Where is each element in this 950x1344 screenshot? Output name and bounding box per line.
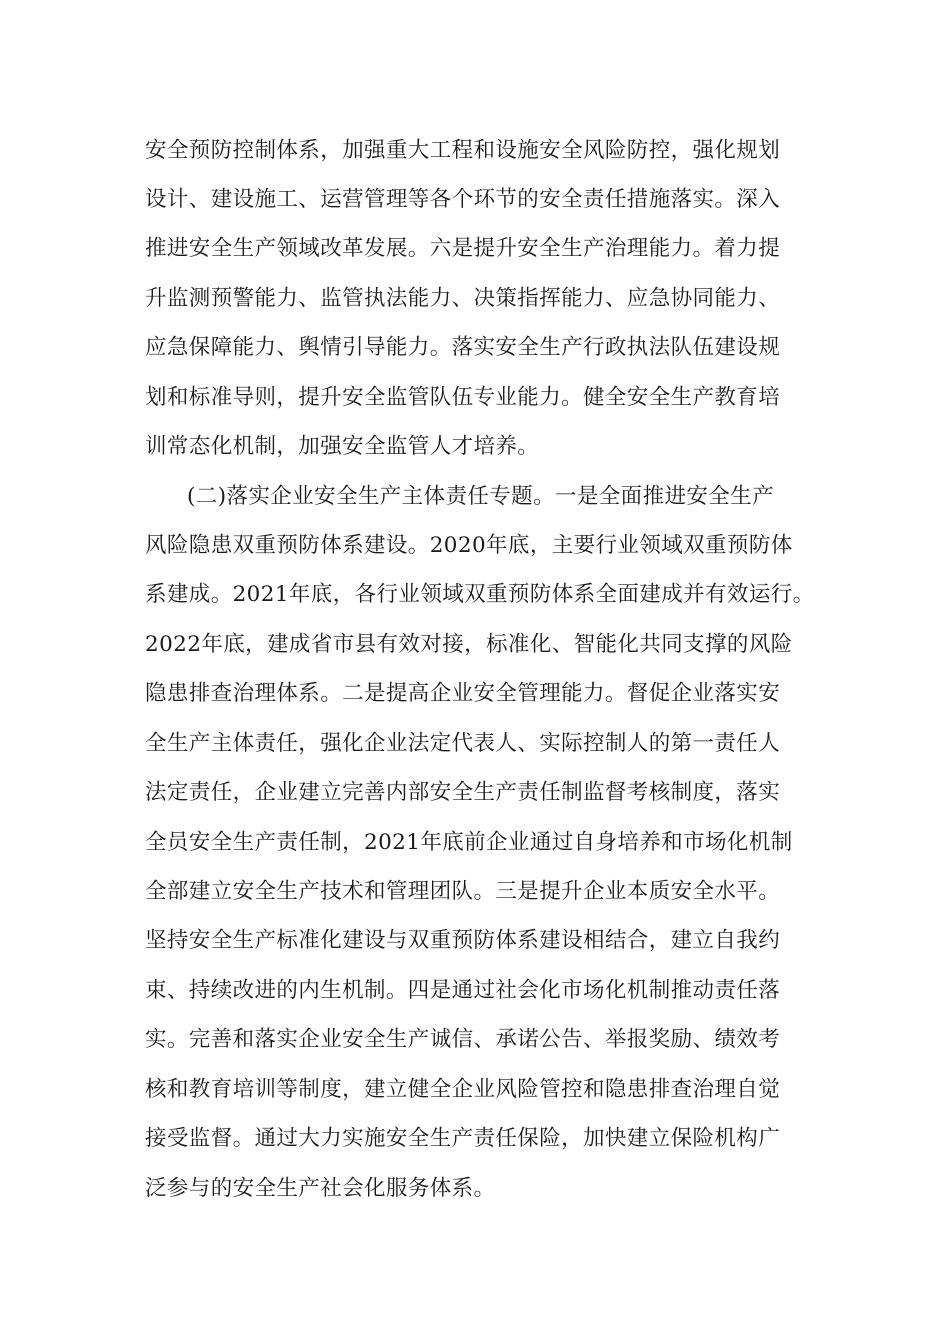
text-line-6: 划和标准导则，提升安全监管队伍专业能力。健全安全生产教育培 <box>145 385 781 410</box>
text-line-16: 全部建立安全生产技术和管理团队。三是提升企业本质安全水平。 <box>145 879 781 904</box>
section-heading-line: (二)落实企业安全生产主体责任专题。一是全面推进安全生产 <box>187 484 774 509</box>
text-line-15: 全员安全生产责任制，2021年底前企业通过自身培养和市场化机制 <box>145 830 793 855</box>
text-line-11: 2022年底，建成省市县有效对接，标准化、智能化共同支撑的风险 <box>145 632 793 657</box>
text-line-17: 坚持安全生产标准化建设与双重预防体系建设相结合，建立自我约 <box>145 928 781 953</box>
text-line-14: 法定责任，企业建立完善内部安全生产责任制监督考核制度，落实 <box>145 780 781 805</box>
text-line-10: 系建成。2021年底，各行业领域双重预防体系全面建成并有效运行。 <box>145 582 815 607</box>
text-line-20: 核和教育培训等制度，建立健全企业风险管控和隐患排查治理自觉 <box>145 1077 781 1102</box>
text-line-22: 泛参与的安全生产社会化服务体系。 <box>145 1176 496 1201</box>
text-line-2: 设计、建设施工、运营管理等各个环节的安全责任措施落实。深入 <box>145 187 781 212</box>
text-line-3: 推进安全生产领域改革发展。六是提升安全生产治理能力。着力提 <box>145 236 781 261</box>
text-line-9: 风险隐患双重预防体系建设。2020年底，主要行业领域双重预防体 <box>145 533 793 558</box>
text-line-7: 训常态化机制，加强安全监管人才培养。 <box>145 434 540 459</box>
text-line-21: 接受监督。通过大力实施安全生产责任保险，加快建立保险机构广 <box>145 1126 781 1151</box>
text-line-18: 束、持续改进的内生机制。四是通过社会化市场化机制推动责任落 <box>145 978 781 1003</box>
text-line-1: 安全预防控制体系，加强重大工程和设施安全风险防控，强化规划 <box>145 138 781 163</box>
text-line-5: 应急保障能力、舆情引导能力。落实安全生产行政执法队伍建设规 <box>145 335 781 360</box>
text-line-4: 升监测预警能力、监管执法能力、决策指挥能力、应急协同能力、 <box>145 286 781 311</box>
text-line-19: 实。完善和落实企业安全生产诚信、承诺公告、举报奖励、绩效考 <box>145 1027 781 1052</box>
text-line-12: 隐患排查治理体系。二是提高企业安全管理能力。督促企业落实安 <box>145 681 781 706</box>
text-line-13: 全生产主体责任，强化企业法定代表人、实际控制人的第一责任人 <box>145 731 781 756</box>
